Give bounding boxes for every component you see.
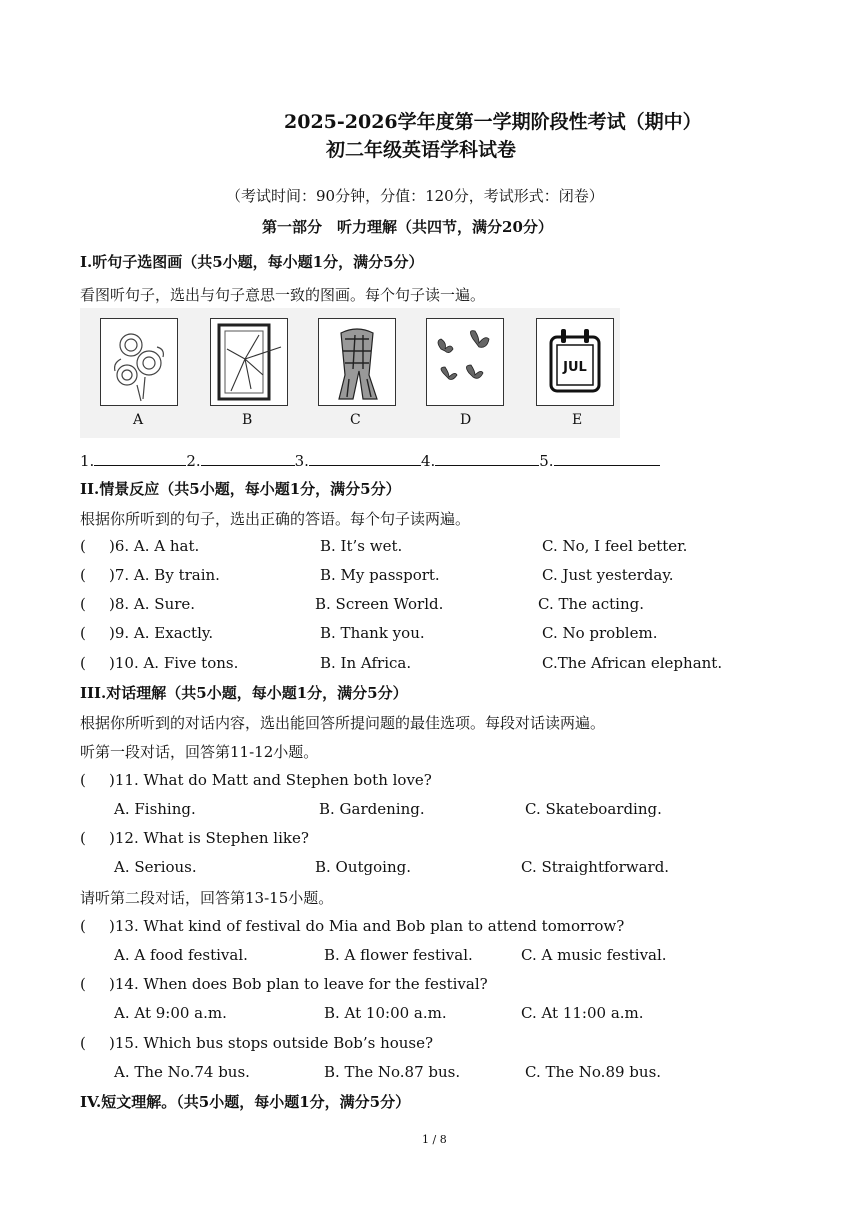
blank-label-2: 2. bbox=[186, 452, 201, 470]
calendar-month-text: JUL bbox=[563, 360, 587, 375]
part-title: 第一部分 听力理解（共四节，满分20分） bbox=[262, 218, 553, 236]
calendar-icon bbox=[536, 318, 614, 406]
picture-label-e: E bbox=[572, 412, 583, 428]
q13-option-c: C. A music festival. bbox=[521, 946, 667, 964]
answer-paren[interactable]: ( bbox=[80, 654, 86, 672]
scarf-icon bbox=[318, 318, 396, 406]
q15-stem: )15. Which bus stops outside Bob’s house? bbox=[109, 1034, 434, 1052]
section2-title: II.情景反应（共5小题，每小题1分，满分5分） bbox=[80, 480, 401, 498]
q8-option-c: C. The acting. bbox=[538, 595, 644, 613]
answer-paren[interactable]: ( bbox=[80, 829, 86, 847]
q14-option-c: C. At 11:00 a.m. bbox=[521, 1004, 644, 1022]
q10-option-c: C.The African elephant. bbox=[542, 654, 723, 672]
answer-paren[interactable]: ( bbox=[80, 975, 86, 993]
exam-info: （考试时间：90分钟，分值：120分，考试形式：闭卷） bbox=[226, 187, 604, 205]
q14-option-b: B. At 10:00 a.m. bbox=[324, 1004, 447, 1022]
answer-blank-1[interactable] bbox=[94, 451, 186, 466]
q10-option-a: )10. A. Five tons. bbox=[109, 654, 239, 672]
answer-blank-4[interactable] bbox=[435, 451, 539, 466]
q10-option-b: B. In Africa. bbox=[320, 654, 412, 672]
blank-label-1: 1. bbox=[80, 452, 95, 470]
butterflies-icon bbox=[426, 318, 504, 406]
q8-option-b: B. Screen World. bbox=[315, 595, 444, 613]
q7-option-c: C. Just yesterday. bbox=[542, 566, 674, 584]
answer-blank-2[interactable] bbox=[201, 451, 295, 466]
q11-option-c: C. Skateboarding. bbox=[525, 800, 662, 818]
answer-blank-5[interactable] bbox=[554, 451, 660, 466]
section3-title: III.对话理解（共5小题，每小题1分，满分5分） bbox=[80, 684, 408, 702]
answer-paren[interactable]: ( bbox=[80, 771, 86, 789]
q15-option-c: C. The No.89 bus. bbox=[525, 1063, 662, 1081]
answer-paren[interactable]: ( bbox=[80, 624, 86, 642]
q6-option-b: B. It’s wet. bbox=[320, 537, 403, 555]
page-number: 1 / 8 bbox=[422, 1133, 447, 1146]
exam-subtitle: 初二年级英语学科试卷 bbox=[326, 139, 517, 161]
broken-glass-icon bbox=[210, 318, 288, 406]
answer-paren[interactable]: ( bbox=[80, 917, 86, 935]
q12-option-c: C. Straightforward. bbox=[521, 858, 670, 876]
picture-label-a: A bbox=[133, 412, 144, 428]
exam-title: 2025-2026学年度第一学期阶段性考试（期中） bbox=[284, 111, 702, 133]
section2-instruction: 根据你所听到的句子，选出正确的答语。每个句子读两遍。 bbox=[80, 510, 471, 528]
q12-option-a: A. Serious. bbox=[114, 858, 197, 876]
q12-stem: )12. What is Stephen like? bbox=[109, 829, 309, 847]
dialogue2-heading: 请听第二段对话，回答第13-15小题。 bbox=[80, 889, 334, 907]
q12-option-b: B. Outgoing. bbox=[315, 858, 412, 876]
q11-option-b: B. Gardening. bbox=[319, 800, 425, 818]
q6-option-a: )6. A. A hat. bbox=[109, 537, 200, 555]
section1-instruction: 看图听句子，选出与句子意思一致的图画。每个句子读一遍。 bbox=[80, 286, 486, 304]
picture-label-c: C bbox=[350, 412, 361, 428]
q9-option-a: )9. A. Exactly. bbox=[109, 624, 214, 642]
section3-instruction: 根据你所听到的对话内容，选出能回答所提问题的最佳选项。每段对话读两遍。 bbox=[80, 714, 606, 732]
q9-option-c: C. No problem. bbox=[542, 624, 658, 642]
q11-option-a: A. Fishing. bbox=[114, 800, 196, 818]
blank-label-4: 4. bbox=[420, 452, 436, 470]
blank-label-5: 5. bbox=[539, 452, 554, 470]
q15-option-b: B. The No.87 bus. bbox=[324, 1063, 461, 1081]
answer-blanks-row bbox=[80, 451, 660, 470]
answer-paren[interactable]: ( bbox=[80, 566, 86, 584]
answer-paren[interactable]: ( bbox=[80, 595, 86, 613]
q13-option-a: A. A food festival. bbox=[114, 946, 248, 964]
q6-option-c: C. No, I feel better. bbox=[542, 537, 688, 555]
q15-option-a: A. The No.74 bus. bbox=[114, 1063, 250, 1081]
answer-paren[interactable]: ( bbox=[80, 537, 86, 555]
q14-stem: )14. When does Bob plan to leave for the festival? bbox=[109, 975, 488, 993]
q14-option-a: A. At 9:00 a.m. bbox=[114, 1004, 227, 1022]
picture-strip bbox=[80, 308, 620, 438]
section1-title: I.听句子选图画（共5小题，每小题1分，满分5分） bbox=[80, 253, 424, 271]
q9-option-b: B. Thank you. bbox=[320, 624, 425, 642]
q8-option-a: )8. A. Sure. bbox=[109, 595, 196, 613]
dialogue1-heading: 听第一段对话，回答第11-12小题。 bbox=[80, 743, 319, 761]
q13-option-b: B. A flower festival. bbox=[324, 946, 473, 964]
picture-label-b: B bbox=[242, 412, 253, 428]
answer-blank-3[interactable] bbox=[309, 451, 421, 466]
answer-paren[interactable]: ( bbox=[80, 1034, 86, 1052]
q7-option-a: )7. A. By train. bbox=[109, 566, 220, 584]
roses-icon bbox=[100, 318, 178, 406]
section4-title: IV.短文理解。（共5小题，每小题1分，满分5分） bbox=[80, 1093, 411, 1111]
q13-stem: )13. What kind of festival do Mia and Bob plan to attend tomorrow? bbox=[109, 917, 625, 935]
picture-label-d: D bbox=[460, 412, 472, 428]
blank-label-3: 3. bbox=[294, 452, 309, 470]
q11-stem: )11. What do Matt and Stephen both love? bbox=[109, 771, 432, 789]
q7-option-b: B. My passport. bbox=[320, 566, 440, 584]
